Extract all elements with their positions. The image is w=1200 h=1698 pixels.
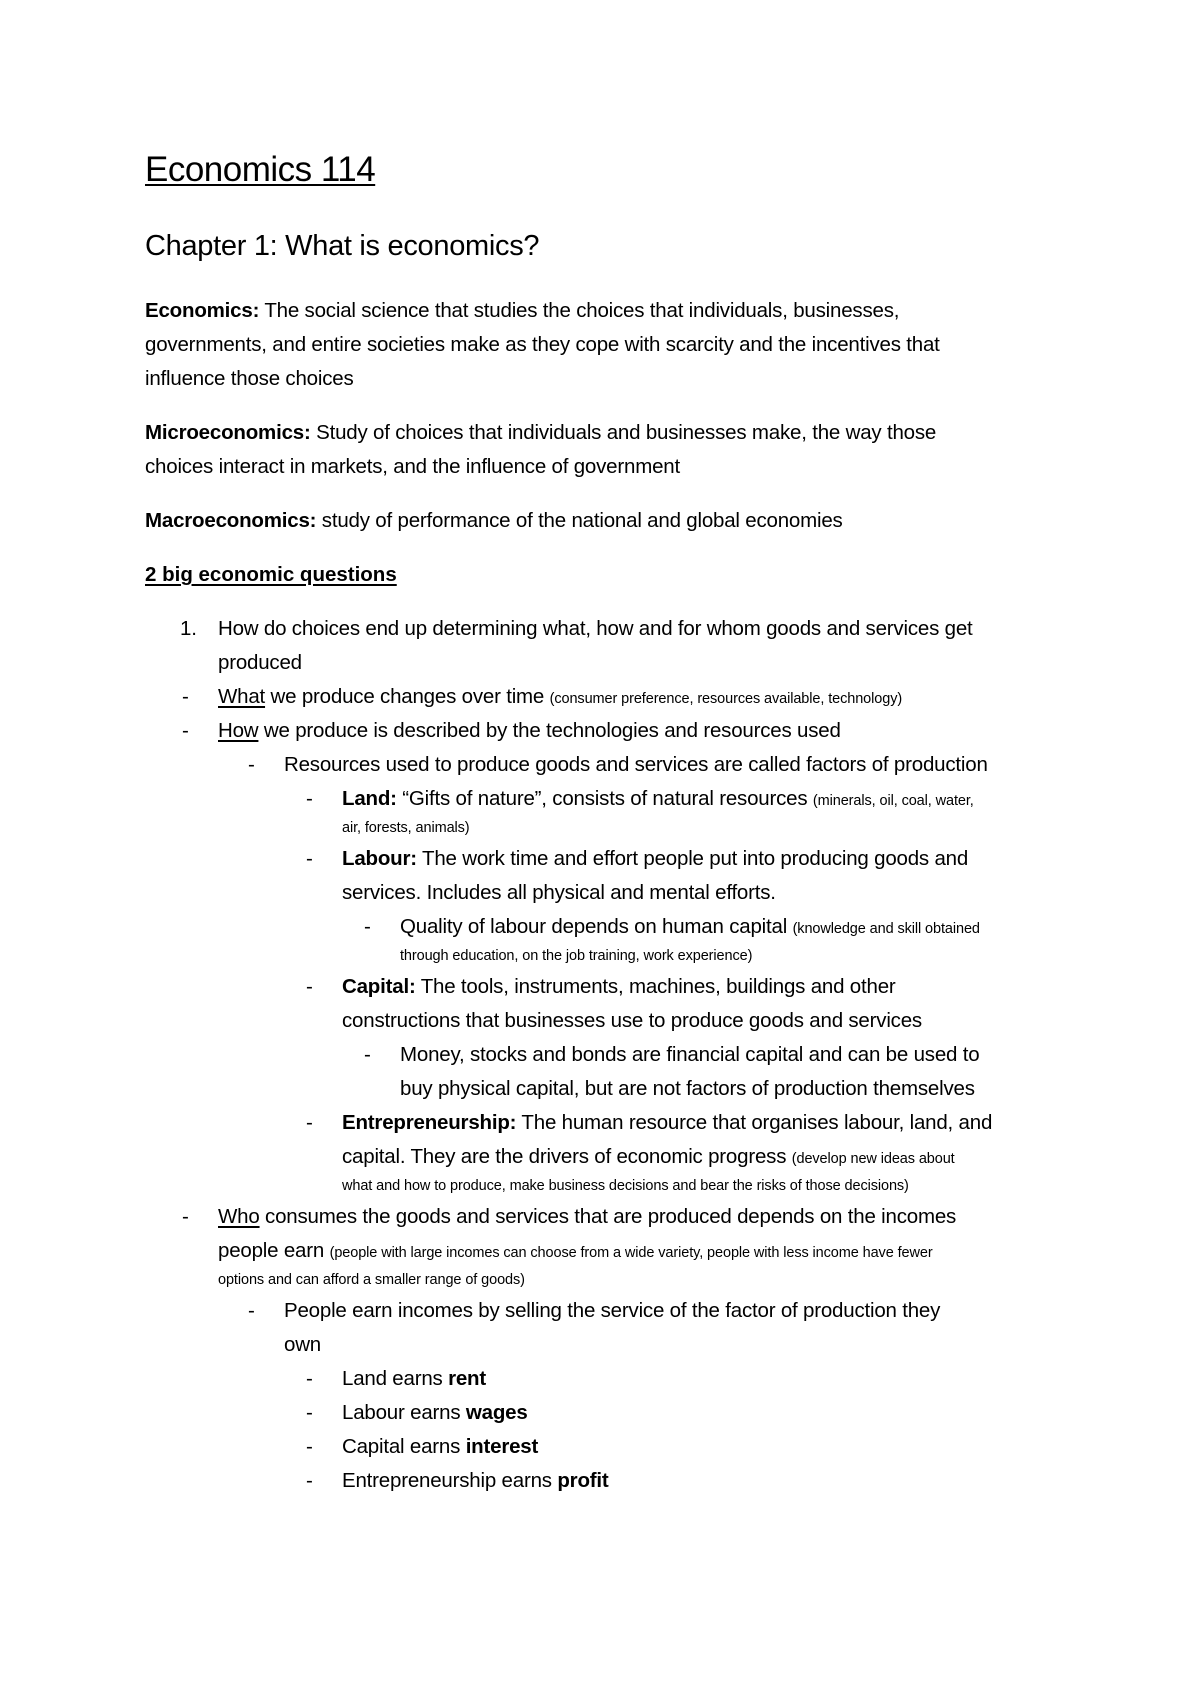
list-item-capital [306, 970, 1086, 1038]
incomes-text-2: own [284, 1333, 322, 1356]
earning-bold: wages [465, 1401, 528, 1424]
bullet-dash: - [306, 975, 313, 998]
page-title: Economics 114 [145, 150, 376, 189]
who-text-1: consumes the goods and services that are produced depends on the incomes [259, 1205, 957, 1228]
bullet-dash: - [182, 685, 189, 708]
definition-economics [145, 294, 1075, 396]
list-item-entrepreneurship [306, 1106, 1086, 1196]
term-economics: Economics: [145, 299, 260, 322]
land-text: “Gifts of nature”, consists of natural resources [396, 787, 813, 810]
earning-text: Land earns [342, 1367, 449, 1390]
earning-bold: rent [448, 1367, 487, 1390]
labour-text-1: The work time and effort people put into producing goods and [416, 847, 969, 870]
list-item-what [182, 680, 1082, 716]
bullet-dash: - [306, 1111, 313, 1134]
what-note: (consumer preference, resources available, technology) [549, 691, 903, 707]
earning-text: Labour earns [342, 1401, 466, 1424]
keyword-what: What [218, 685, 266, 708]
list-item-earning-entrepreneurship [306, 1464, 1086, 1498]
definition-microeconomics [145, 416, 1075, 484]
earning-text: Capital earns [342, 1435, 466, 1458]
capital-text-2: constructions that businesses use to produce goods and services [342, 1009, 922, 1032]
bullet-dash: - [306, 1435, 313, 1458]
financial-text-2: buy physical capital, but are not factors of production themselves [400, 1077, 975, 1100]
bullet-dash: - [364, 1043, 371, 1066]
incomes-text-1: People earn incomes by selling the service of the factor of production they [284, 1299, 941, 1322]
bullet-dash: - [364, 915, 371, 938]
human-capital-note-2: through education, on the job training, work experience) [400, 948, 753, 964]
term-entrepreneurship: Entrepreneurship: [342, 1111, 517, 1134]
capital-text-1: The tools, instruments, machines, buildings and other [415, 975, 896, 998]
bullet-dash: - [306, 1367, 313, 1390]
list-item-question-1 [180, 612, 1080, 680]
definition-macroeconomics [145, 504, 1075, 538]
who-note-2: options and can afford a smaller range of goods) [218, 1272, 525, 1288]
definition-economics-text-1: The social science that studies the choices that individuals, businesses, [259, 299, 900, 322]
question-1-text-2: produced [218, 651, 302, 674]
entrepreneurship-note-1: (develop new ideas about [791, 1151, 955, 1167]
entrepreneurship-text-2: capital. They are the drivers of economic progress [342, 1145, 792, 1168]
list-item-earning-labour [306, 1396, 1086, 1430]
earning-text: Entrepreneurship earns [342, 1469, 558, 1492]
question-1-text-1: How do choices end up determining what, how and for whom goods and services get [218, 617, 973, 640]
financial-text-1: Money, stocks and bonds are financial capital and can be used to [400, 1043, 980, 1066]
list-item-human-capital [364, 910, 1084, 966]
list-item-earning-land [306, 1362, 1086, 1396]
list-item-incomes [248, 1294, 1088, 1362]
keyword-who: Who [218, 1205, 260, 1228]
list-item-labour [306, 842, 1086, 910]
list-item-financial-capital [364, 1038, 1084, 1106]
how-text: we produce is described by the technologies and resources used [258, 719, 841, 742]
bullet-dash: - [182, 1205, 189, 1228]
human-capital-text: Quality of labour depends on human capital [400, 915, 793, 938]
definition-micro-text-2: choices interact in markets, and the influence of government [145, 455, 680, 478]
term-microeconomics: Microeconomics: [145, 421, 311, 444]
list-item-earning-capital [306, 1430, 1086, 1464]
chapter-heading: Chapter 1: What is economics? [145, 230, 540, 262]
who-text-2: people earn [218, 1239, 330, 1262]
definition-economics-text-3: influence those choices [145, 367, 354, 390]
who-note-1: (people with large incomes can choose from a wide variety, people with less income have fewer [329, 1245, 933, 1261]
what-text: we produce changes over time [265, 685, 550, 708]
labour-text-2: services. Includes all physical and mental efforts. [342, 881, 776, 904]
term-macroeconomics: Macroeconomics: [145, 509, 317, 532]
list-item-how [182, 714, 1082, 748]
entrepreneurship-text-1: The human resource that organises labour, land, and [516, 1111, 993, 1134]
earning-bold: profit [557, 1469, 609, 1492]
term-labour: Labour: [342, 847, 417, 870]
bullet-dash: - [182, 719, 189, 742]
term-capital: Capital: [342, 975, 416, 998]
land-note-2: air, forests, animals) [342, 820, 470, 836]
list-item-who [182, 1200, 1082, 1290]
bullet-dash: - [306, 787, 313, 810]
land-note-1: (minerals, oil, coal, water, [812, 793, 974, 809]
bullet-dash: - [248, 753, 255, 776]
bullet-dash: - [306, 1469, 313, 1492]
list-item-land [306, 782, 1086, 838]
section-heading-questions: 2 big economic questions [145, 563, 397, 586]
definition-macro-text: study of performance of the national and global economies [316, 509, 843, 532]
definition-micro-text-1: Study of choices that individuals and businesses make, the way those [310, 421, 937, 444]
list-number: 1. [180, 617, 197, 640]
definition-economics-text-2: governments, and entire societies make as they cope with scarcity and the incentives that [145, 333, 940, 356]
bullet-dash: - [306, 847, 313, 870]
bullet-dash: - [306, 1401, 313, 1424]
entrepreneurship-note-2: what and how to produce, make business decisions and bear the risks of those decisions) [342, 1178, 909, 1194]
resources-text: Resources used to produce goods and services are called factors of production [284, 753, 988, 776]
term-land: Land: [342, 787, 397, 810]
human-capital-note-1: (knowledge and skill obtained [792, 921, 980, 937]
bullet-dash: - [248, 1299, 255, 1322]
list-item-resources [248, 748, 1088, 782]
earning-bold: interest [465, 1435, 539, 1458]
keyword-how: How [218, 719, 259, 742]
